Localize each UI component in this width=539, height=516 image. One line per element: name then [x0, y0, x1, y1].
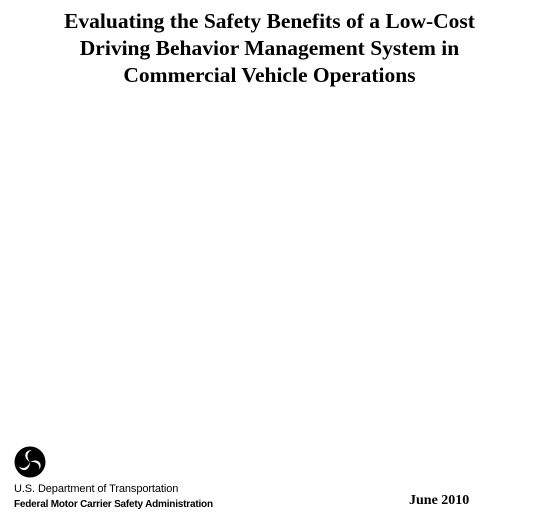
title-line-1: Evaluating the Safety Benefits of a Low-Cost — [64, 9, 475, 33]
agency-block — [14, 446, 274, 511]
department-name: U.S. Department of Transportation — [14, 483, 179, 495]
dot-triskelion-logo-icon — [14, 446, 46, 478]
title-line-2: Driving Behavior Management System in — [79, 36, 460, 60]
administration-name: Federal Motor Carrier Safety Administration — [14, 499, 213, 510]
document-title — [0, 8, 539, 89]
publication-date: June 2010 — [409, 493, 470, 508]
title-line-3: Commercial Vehicle Operations — [123, 63, 416, 87]
